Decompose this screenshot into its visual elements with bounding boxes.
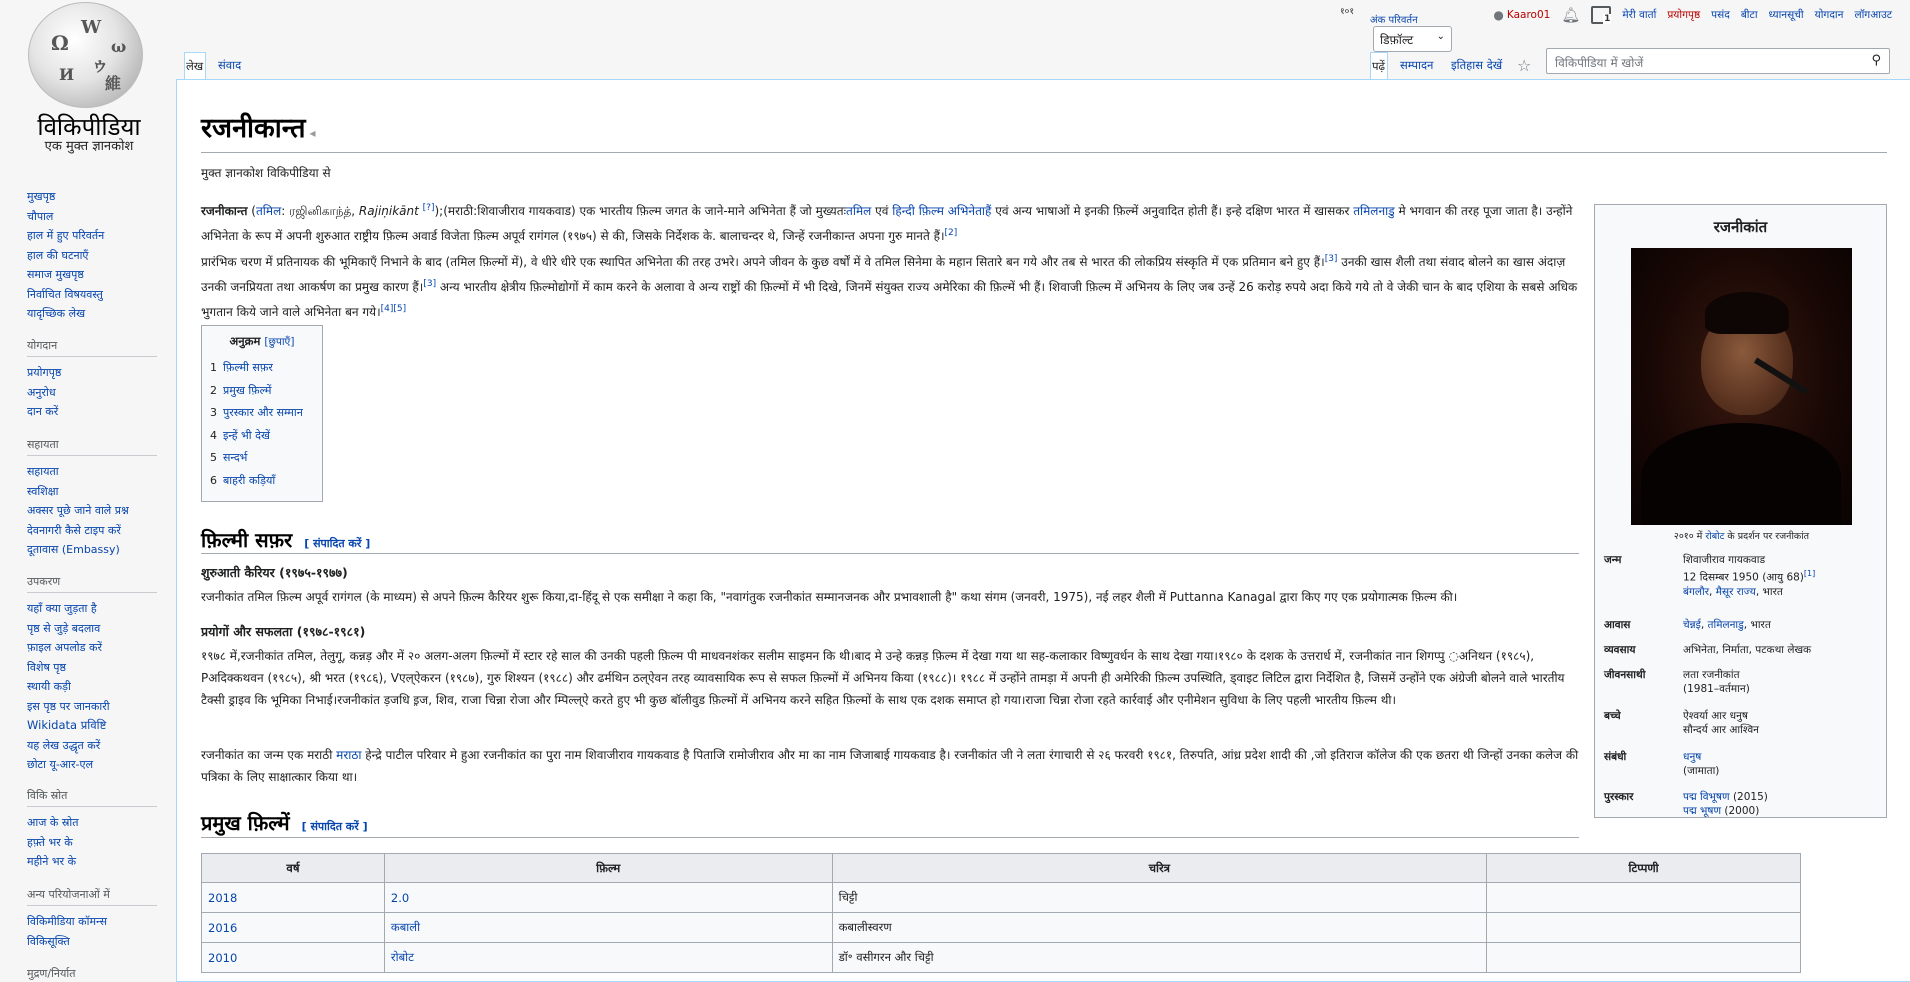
edit-section-films-link[interactable]: [ संपादित करें ] — [301, 820, 368, 833]
comma: , — [1709, 585, 1716, 598]
chevron-down-icon: ⌄ — [1436, 31, 1445, 42]
infobox-value — [1683, 668, 1879, 696]
hindi-film-actors-link[interactable]: हिन्दी फ़िल्म अभिनेताहैं — [892, 204, 992, 218]
toc-item[interactable] — [210, 470, 314, 493]
intro-text-2: एवं — [871, 204, 893, 218]
bio-text-1: रजनीकांत का जन्म एक मराठी — [201, 748, 337, 762]
tamil-cinema-link[interactable]: तमिल — [846, 204, 872, 218]
nav-requests[interactable]: अनुरोध — [27, 385, 56, 399]
infobox-label: व्यवसाय — [1604, 644, 1636, 656]
ref-3a[interactable]: [3] — [1324, 254, 1338, 264]
summary-text-3: अन्य भारतीय क्षेत्रीय फ़िल्मोद्योगों में काम करने के अलावा वे अन्य राष्ट्रों की फ़िल्मों में भी दिखे, जिनमें संयुक्त राज्य अमेरिका की फ़िल्में भी हैं। शिवाजी फ़िल्म में अभिनय के लिए जब उन्हें 26 करोड़ रुपये अदा किये गये तो वे जेकी चान के बाद एशिया के सबसे अधिक भुगतान किये जाने वाले अभिनेता बन गये। — [201, 280, 1578, 319]
nav-tools — [27, 574, 157, 775]
nav-permanent-link[interactable]: स्थायी कड़ी — [27, 680, 71, 693]
section-divider — [201, 553, 1579, 554]
nav-print — [27, 966, 157, 982]
maratha-link[interactable]: मराठा — [336, 748, 362, 762]
toc-number: 2 — [210, 383, 217, 397]
nav-news-week[interactable]: हफ़्ते भर के — [27, 835, 73, 849]
toc-link[interactable]: बाहरी कड़ियाँ — [223, 473, 276, 487]
infobox — [1594, 204, 1887, 818]
infobox-label: पुरस्कार — [1604, 791, 1634, 803]
toc-item[interactable] — [210, 402, 314, 425]
nav-projects — [27, 887, 157, 951]
edit-title-icon[interactable]: ◂ — [309, 126, 316, 140]
notices-icon[interactable] — [1591, 6, 1611, 24]
role-cell: डॉ॰ वसीगरन और चिट्टी — [832, 943, 1487, 973]
infobox-label: संबंधी — [1604, 751, 1627, 763]
films-table — [201, 853, 1801, 973]
bio-text-2: हेन्द्रे पाटील परिवार मे हुआ रजनीकांत का पुरा नाम शिवाजीराव गायकवाड है पिताजि रामोजीराव और मा का नाम जिजाबाई गायकवाड है। रजनीकांत जी ने लता रंगाचारी से २६ फरवरी १९८१, तिरुपति, आंध्र प्रदेश शादी की ,जो इतिराज कॉलेज की एक छतरा थी जिन्हों उनका कलेज की पत्रिका के लिए साक्षात्कार किया था। — [201, 748, 1579, 784]
nav-news-heading: विकि स्रोत — [27, 788, 157, 807]
my-sandbox-link[interactable]: प्रयोगपृष्ठ — [1667, 9, 1701, 21]
nav-wikiquote[interactable]: विकिसूक्ति — [27, 934, 70, 948]
infobox-title: रजनीकांत — [1713, 218, 1768, 236]
nav-short-url[interactable]: छोटा यू-आर-एल — [27, 758, 94, 771]
nav-faq[interactable]: अक्सर पूछे जाने वाले प्रश्न — [27, 504, 129, 517]
child-name: ऐश्वर्या आर धनुष — [1683, 710, 1748, 722]
ref-1[interactable]: [1] — [1803, 569, 1816, 578]
tab-talk[interactable] — [218, 52, 241, 80]
role-cell: कबालीस्वरण — [832, 913, 1487, 943]
ref-3b[interactable]: [3] — [423, 279, 437, 289]
table-row — [202, 943, 1801, 973]
infobox-value — [1683, 709, 1879, 737]
nav-current-events[interactable]: हाल की घटनाएँ — [27, 248, 89, 262]
my-talk-link[interactable]: मेरी वार्ता — [1622, 9, 1657, 21]
nav-print-heading[interactable]: मुद्रण/निर्यात — [27, 966, 157, 982]
film-link[interactable]: 2.0 — [390, 890, 410, 905]
toc-number: 3 — [210, 406, 217, 419]
page-title — [201, 108, 316, 145]
title-divider — [201, 152, 1887, 153]
award-year: (2000) — [1721, 805, 1760, 817]
relation-text: (जामाता) — [1683, 765, 1720, 777]
chennai-link[interactable]: चेन्नई — [1683, 619, 1701, 631]
nav-commons[interactable]: विकिमीडिया कॉमन्स — [27, 915, 108, 928]
column-header-note[interactable]: टिप्पणी — [1487, 854, 1801, 883]
birth-date: 12 दिसम्बर 1950 (आयु 68) — [1683, 571, 1804, 584]
toc-link[interactable]: इन्हें भी देखें — [223, 428, 270, 442]
site-subtitle: मुक्त ज्ञानकोश विकिपीडिया से — [201, 166, 331, 180]
notice-count-badge: 1 — [1604, 14, 1611, 24]
variant-select-value: डिफ़ॉल्ट — [1380, 33, 1414, 47]
photo-caption — [1595, 529, 1888, 542]
child-name: सौन्दर्य आर आश्विन — [1683, 724, 1760, 736]
contributions-link[interactable]: योगदान — [1814, 9, 1844, 21]
nav-contribute-heading: योगदान — [27, 338, 157, 357]
caption-text-1: २०१० में — [1673, 531, 1706, 542]
column-header-year[interactable]: वर्ष — [202, 854, 385, 883]
nav-tools-heading: उपकरण — [27, 574, 157, 593]
toc-item[interactable] — [210, 380, 314, 403]
toc-link[interactable]: सन्दर्भ — [223, 451, 248, 464]
nav-donate[interactable]: दान करें — [27, 405, 59, 418]
caption-robot-link[interactable]: रोबोट — [1705, 531, 1725, 542]
user-icon: ● — [1493, 8, 1504, 22]
intro-text-3: एवं अन्य भाषाओं मे इनकी फ़िल्में अनुवादित होती हैं। इन्हे दक्षिण भारत में खासकर — [991, 204, 1354, 218]
nav-upload-file[interactable]: फ़ाइल अपलोड करें — [27, 641, 102, 654]
career-summary-paragraph — [201, 248, 1579, 323]
tab-edit[interactable] — [1400, 52, 1433, 80]
variant-select[interactable] — [1373, 26, 1452, 52]
tamil-nadu-link[interactable]: तमिलनाडु — [1707, 619, 1744, 631]
toc-number: 1 — [210, 361, 217, 374]
toc-title-text: अनुक्रम — [229, 334, 261, 348]
infobox-value — [1683, 553, 1879, 599]
year-link[interactable]: 2016 — [208, 920, 238, 935]
photo-hair — [1705, 292, 1789, 334]
country-text: , भारत — [1755, 585, 1783, 598]
nav-what-links-here[interactable]: यहाँ क्या जुड़ता है — [27, 602, 97, 615]
padma-vibhushan-link[interactable]: पद्म विभूषण — [1683, 791, 1730, 803]
nav-random-article[interactable]: यादृच्छिक लेख — [27, 307, 86, 320]
nav-news — [27, 788, 157, 872]
table-row — [202, 883, 1801, 913]
infobox-label: जीवनसाथी — [1604, 669, 1646, 681]
content-area — [176, 79, 1910, 982]
padma-bhushan-link[interactable]: पद्म भूषण — [1683, 805, 1722, 817]
intro-text-1: );(मराठी:शिवाजीराव गायकवाड) एक भारतीय फ़िल्म जगत के जाने-माने अभिनेता हैं जो मुख्यतः — [434, 204, 847, 218]
nav-devanagari-typing[interactable]: देवनागरी कैसे टाइप करें — [27, 523, 121, 537]
film-link[interactable]: कबाली — [390, 920, 421, 934]
tab-talk-label[interactable]: संवाद — [218, 58, 242, 72]
preferences-link[interactable]: पसंद — [1711, 9, 1730, 21]
experiments-paragraph: १९७८ में,रजनीकांत तमिल, तेलुगू, कन्नड़ और में २० अलग-अलग फ़िल्मों में स्टार रहे साल की उनकी पहली फ़िल्म पी माधवनशंकर सलीम साइमन कि थी।बाद मे उन्हे कन्नड़ फ़िल्म में देखा गया था सह-कलाकार विष्णुवर्धन के साथ देखा गया।१९८० के दशक के उत्तरार्ध में, रजनीकांत नान शिगप्पु ◌अनिथन (१९८५), Pअदिक्कथवन (१९८५), श्री भरत (१९८६), Vएल्ऐकरन (१९८७), गुरु शिश्यन (१९८८) और ढर्मथिन ठल्ऐवन तरह व्यावसायिक रूप से सफल फ़िल्मों में अभिनय किया (१९८८)। १९८८ में उन्होंने तामड़ा में अपनी ही अमेरिकी फ़िल्म उपस्थिति, ड्वाइट लिटिल द्वारा निर्देशित है, जिसमें उन्होंने एक अंग्रेजी बोलने वाले भारतीय टैक्सी ड्राइव कि भूमिका निभाई।रजनीकांत ड़जधि इ़ज, शिव, राजा चिन्ना रोजा और म्पिल्ल्ऐ करते हुए भी कुछ बॉलीवुड फ़िल्मों में अभिनय करने सहित फ़िल्मों के साथ एक दशक समाप्त हो गया।राजा चिन्ना रोजा रहते कार्रवाई और एनीमेशन सुविधा के लिए पहली भारतीय फ़िल्म थी। — [201, 649, 1565, 707]
comma: , — [1700, 619, 1708, 631]
nav-wikidata-item[interactable]: Wikidata प्रविष्टि — [27, 718, 107, 732]
nav-related-changes[interactable]: पृष्ठ से जुड़े बदलाव — [27, 621, 101, 635]
year-link[interactable]: 2018 — [208, 890, 238, 905]
nav-main — [27, 187, 157, 324]
photo-shirt — [1641, 423, 1841, 525]
numeral-toggle-link[interactable]: अंक परिवर्तन — [1370, 15, 1418, 26]
toc-link[interactable]: पुरस्कार और सम्मान — [223, 406, 303, 419]
role-cell: चिट्टी — [832, 883, 1487, 913]
mysore-state-link[interactable]: मैसूर राज्य — [1715, 585, 1756, 598]
nav-sandbox[interactable]: प्रयोगपृष्ठ — [27, 366, 62, 379]
spouse-years: (1981–वर्तमान) — [1683, 683, 1750, 695]
tamil-nadu-link[interactable]: तमिलनाडु — [1353, 204, 1395, 218]
biography-paragraph — [201, 744, 1579, 788]
logo-wordmark: विकिपीडिया — [37, 113, 141, 141]
tamil-script: : ரஜினிகாந்த், — [281, 204, 359, 218]
tamil-link[interactable]: तमिल — [255, 204, 282, 218]
year-link[interactable]: 2010 — [208, 950, 238, 965]
birth-name: शिवाजीराव गायकवाड — [1683, 554, 1766, 566]
watchlist-link[interactable]: ध्यानसूची — [1768, 9, 1804, 21]
summary-text-1: प्रारंभिक चरण में प्रतिनायक की भूमिकाएँ निभाने के बाद (तमिल फ़िल्मों में), वे धीरे धीरे एक स्थापित अभिनेता की तरह उभरे। अपने जीवन के कुछ वर्षों में वे तमिल सिनेमा के महान सितारे बन गये और तब से भारत की लोकप्रिय संस्कृति में एक प्रतिमान बने हुए हैं। — [201, 255, 1325, 269]
search-input[interactable] — [1546, 48, 1890, 74]
toc-title — [210, 334, 314, 349]
romanized-name: Rajiņikānt — [358, 204, 419, 218]
caption-text-2: के प्रदर्शन पर रजनीकांत — [1724, 531, 1810, 542]
toc-number: 4 — [210, 428, 217, 442]
nav-help-link[interactable]: सहायता — [27, 465, 59, 478]
table-row — [202, 913, 1801, 943]
nav-main-page[interactable]: मुखपृष्ठ — [27, 190, 56, 203]
tab-read[interactable]: पढ़ें — [1370, 52, 1388, 80]
subheading-early-career: शुरुआती कैरियर (१९७५-१९७७) — [201, 565, 348, 580]
wikipedia-logo[interactable] — [18, 2, 158, 152]
nav-cite-page[interactable]: यह लेख उद्धृत करें — [27, 738, 101, 752]
watch-star-icon[interactable]: ☆ — [1517, 56, 1532, 75]
country-text: , भारत — [1743, 619, 1771, 631]
infobox-value — [1683, 618, 1879, 632]
section-heading-career-text: फ़िल्मी सफ़र — [201, 528, 293, 552]
personal-tools — [1493, 6, 1892, 24]
award-year: (2015) — [1729, 791, 1768, 803]
toc-toggle[interactable]: [छुपाएँ] — [264, 336, 295, 348]
portrait-image[interactable] — [1631, 248, 1852, 525]
dhanush-link[interactable]: धनुष — [1683, 751, 1702, 763]
puzzle-globe-icon: Ω W ω И ゥ 維 — [28, 2, 143, 108]
nav-page-info[interactable]: इस पृष्ठ पर जानकारी — [27, 699, 110, 713]
edit-section-career-link[interactable]: [ संपादित करें ] — [304, 537, 371, 550]
nav-community-portal[interactable]: समाज मुखपृष्ठ — [27, 268, 84, 281]
nav-help-heading: सहायता — [27, 437, 157, 456]
table-of-contents — [201, 325, 323, 502]
nav-village-pump[interactable]: चौपाल — [27, 209, 54, 223]
nav-embassy[interactable]: दूतावास (Embassy) — [27, 543, 120, 556]
section-heading-career — [201, 526, 370, 553]
subject-name: रजनीकान्त — [201, 204, 248, 218]
summary-text-2: उनकी खास शैली तथा संवाद बोलने का खास अंदाज़ उनकी जनप्रियता तथा आकर्षण का प्रमुख कारण हैं। — [201, 255, 1566, 294]
subheading-experiments: प्रयोगों और सफलता (१९७८-१९८१) — [201, 624, 366, 639]
intro-paragraph: रजनीकान्त (तमिल: ரஜினிகாந்த், Rajiņikānt [?]);(मराठी:शिवाजीराव गायकवाड) एक भारतीय फ़िल्म जगत के जाने-माने अभिनेता हैं जो मुख्यतःतमिल एवं हिन्दी फ़िल्म अभिनेताहैं एवं अन्य भाषाओं मे इनकी फ़िल्में अनुवादित होती हैं। इन्हे दक्षिण भारत में खासकर तमिलनाडु मे भगवान की तरह पूजा जाता है। उन्होंने अभिनेता के रूप में अपनी शुरुआत राष्ट्रीय फ़िल्म अवार्ड विजेता फ़िल्म अपूर्व रागंगल (१९७५) से की, जिसके निर्देशक के. बालाचन्दर थे, जिन्हें रजनीकान्त अपना गुरु मानते हैं।[2] — [201, 203, 1573, 243]
bell-icon[interactable]: 🔔︎ — [1561, 6, 1581, 24]
search-icon[interactable]: ⚲ — [1871, 53, 1881, 68]
spouse-name: लता रजनीकांत — [1683, 669, 1740, 681]
section-divider — [201, 837, 1579, 838]
tab-history[interactable] — [1451, 52, 1502, 80]
intro-text-4: मे भगवान की तरह पूजा जाता है। उन्होंने अभिनेता के रूप में अपनी शुरुआत राष्ट्रीय फ़िल्म अवार्ड विजेता फ़िल्म अपूर्व रागंगल (१९७५) से की, जिसके निर्देशक के. बालाचन्दर थे, जिन्हें रजनीकान्त अपना गुरु मानते हैं। — [201, 204, 1573, 243]
nav-help — [27, 437, 157, 560]
language-marker: १०१ — [1340, 7, 1355, 17]
beta-link[interactable]: बीटा — [1740, 9, 1758, 21]
infobox-label: जन्म — [1604, 554, 1622, 566]
film-link[interactable]: रोबोट — [390, 950, 414, 964]
tab-history-label[interactable]: इतिहास देखें — [1451, 58, 1503, 72]
nav-recent-changes[interactable]: हाल में हुए परिवर्तन — [27, 229, 105, 242]
early-career-paragraph: रजनीकांत तमिल फ़िल्म अपूर्व रागंगल (के माध्यम) से अपने फ़िल्म कैरियर शुरू किया,दा-हिंदू से एक समीक्षा ने कहा कि, "नवागंतुक रजनीकांत सम्मानजनक और प्रभावशाली है" कथा संगम (जनवरी, 1975), नई लहर शैली में Puttanna Kanagal द्वारा किए गए एक प्रयोगात्मक फ़िल्म की। — [201, 590, 1458, 604]
infobox-value: अभिनेता, निर्माता, पटकथा लेखक — [1683, 644, 1812, 656]
ref-4-5[interactable]: [4][5] — [380, 304, 407, 314]
tab-edit-label[interactable]: सम्पादन — [1400, 58, 1434, 72]
infobox-value — [1683, 750, 1879, 778]
sidebar — [0, 0, 176, 982]
toc-item[interactable] — [210, 425, 314, 448]
logout-link[interactable]: लॉगआउट — [1854, 9, 1892, 21]
toc-number: 6 — [210, 473, 217, 487]
infobox-label: बच्चे — [1604, 710, 1621, 722]
ref-2[interactable]: [2] — [944, 228, 958, 238]
toc-link[interactable]: फ़िल्मी सफ़र — [223, 361, 273, 374]
search-placeholder: विकिपीडिया में खोजें — [1555, 56, 1644, 70]
bangalore-link[interactable]: बंगलौर — [1683, 585, 1710, 598]
nav-contribute — [27, 338, 157, 422]
column-header-film[interactable]: फ़िल्म — [384, 854, 832, 883]
note-cell — [1487, 883, 1801, 913]
pronunciation-link[interactable]: [?] — [422, 203, 435, 213]
toc-item[interactable] — [210, 357, 314, 380]
toc-link[interactable]: प्रमुख फ़िल्में — [223, 383, 272, 397]
section-heading-films-text: प्रमुख फ़िल्में — [201, 811, 290, 835]
section-heading-films — [201, 809, 368, 836]
column-header-role[interactable]: चरित्र — [832, 854, 1487, 883]
note-cell — [1487, 913, 1801, 943]
nav-tutorial[interactable]: स्वशिक्षा — [27, 484, 59, 498]
logo-tagline: एक मुक्त ज्ञानकोश — [44, 139, 134, 154]
tab-article[interactable]: लेख — [184, 52, 206, 80]
page-title-text: रजनीकान्त — [201, 113, 306, 144]
infobox-value — [1683, 790, 1879, 818]
nav-news-today[interactable]: आज के स्रोत — [27, 816, 79, 829]
note-cell — [1487, 943, 1801, 973]
user-page-link[interactable]: Kaaro01 — [1506, 9, 1551, 21]
nav-special-pages[interactable]: विशेष पृष्ठ — [27, 660, 67, 674]
nav-projects-heading: अन्य परियोजनाओं में — [27, 887, 157, 906]
toc-number: 5 — [210, 451, 217, 464]
infobox-label: आवास — [1604, 619, 1631, 631]
nav-news-month[interactable]: महीने भर के — [27, 855, 77, 868]
nav-featured-content[interactable]: निर्वाचित विषयवस्तु — [27, 287, 103, 301]
toc-item[interactable] — [210, 447, 314, 470]
